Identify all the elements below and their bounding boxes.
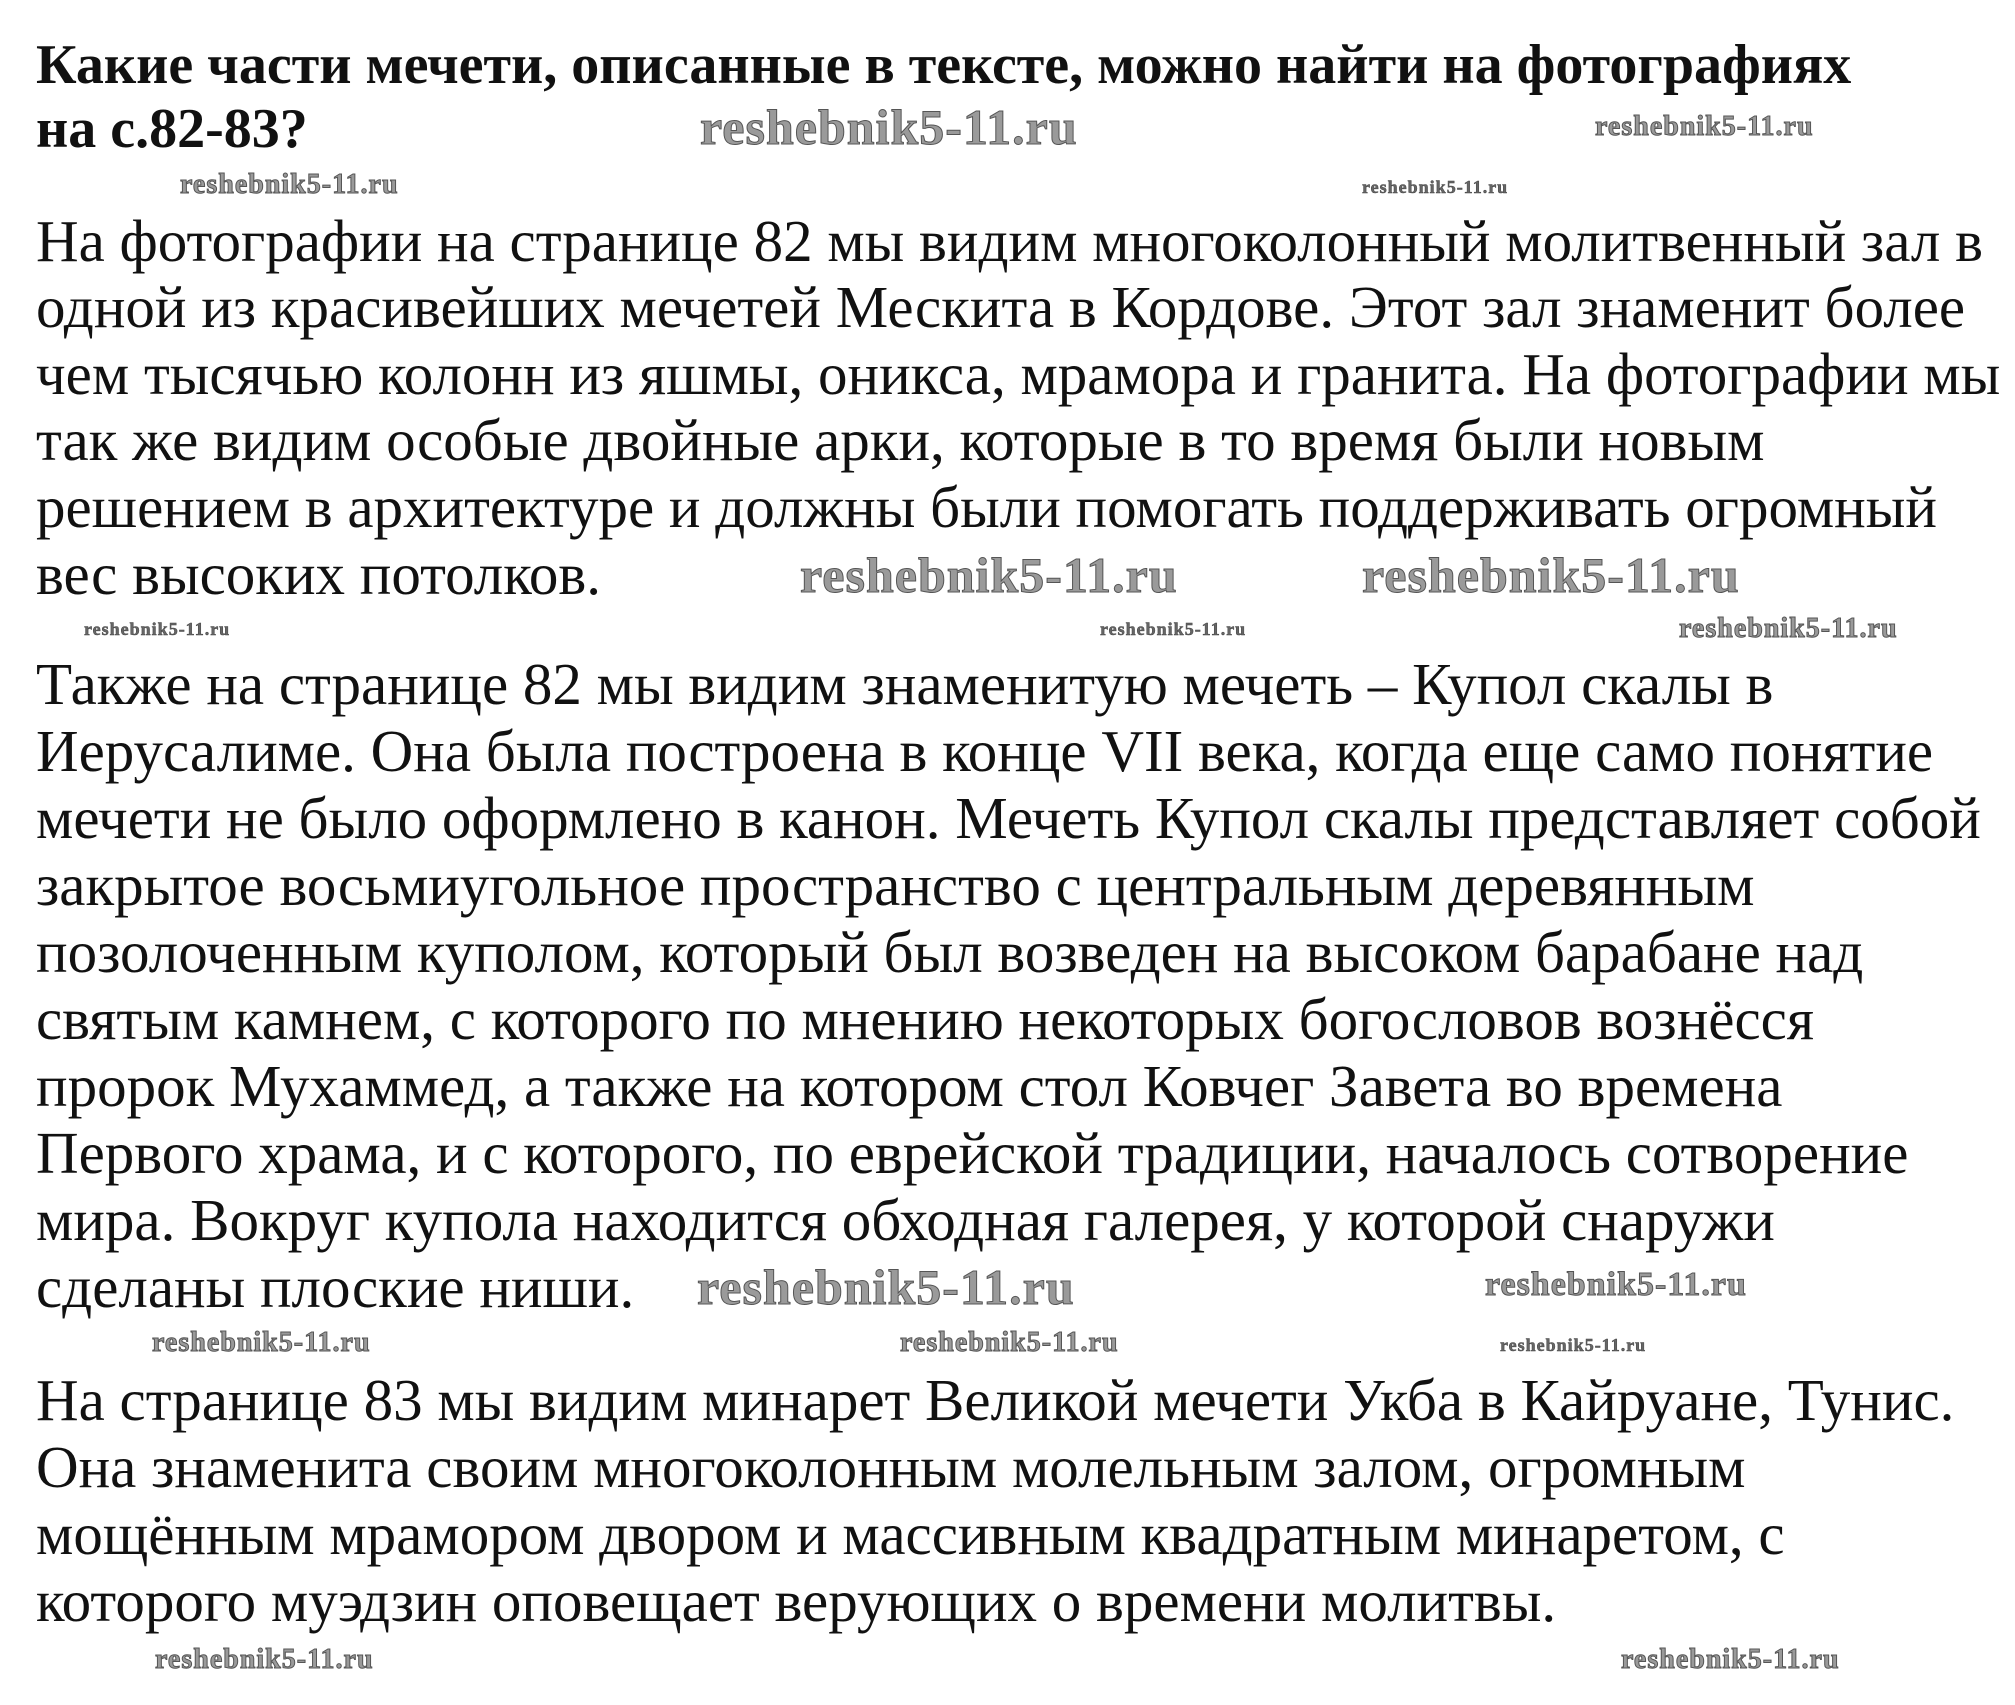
watermark: reshebnik5-11.ru bbox=[900, 1327, 1119, 1358]
paragraph-1-line: вес высоких потолков. bbox=[36, 541, 602, 607]
watermark: reshebnik5-11.ru bbox=[1362, 547, 1740, 603]
paragraph-2-line: позолоченным куполом, который был возведен на высоком барабане над bbox=[36, 919, 1864, 985]
paragraph-2-line: Также на странице 82 мы видим знаменитую мечеть – Купол скалы в bbox=[36, 651, 1774, 717]
watermark: reshebnik5-11.ru bbox=[152, 1327, 371, 1358]
paragraph-2-line: Первого храма, и с которого, по еврейской традиции, началось сотворение bbox=[36, 1120, 1909, 1186]
paragraph-1-line: чем тысячью колонн из яшмы, оникса, мрамора и гранита. На фотографии мы bbox=[36, 341, 2001, 407]
watermark: reshebnik5-11.ru bbox=[1621, 1644, 1840, 1675]
question-title-line: Какие части мечети, описанные в тексте, можно найти на фотографиях bbox=[36, 34, 1852, 96]
watermark: reshebnik5-11.ru bbox=[700, 99, 1078, 155]
watermark: reshebnik5-11.ru bbox=[1679, 613, 1898, 644]
paragraph-2-line: мечети не было оформлено в канон. Мечеть Купол скалы представляет собой bbox=[36, 785, 1981, 851]
paragraph-1-line: так же видим особые двойные арки, которые в то время были новым bbox=[36, 407, 1765, 473]
paragraph-3-line: Она знаменита своим многоколонным молельным залом, огромным bbox=[36, 1434, 1746, 1500]
paragraph-2-line: святым камнем, с которого по мнению некоторых богословов вознёсся bbox=[36, 986, 1815, 1052]
watermark: reshebnik5-11.ru bbox=[697, 1259, 1075, 1315]
paragraph-2-line: закрытое восьмиугольное пространство с центральным деревянным bbox=[36, 852, 1755, 918]
watermark: reshebnik5-11.ru bbox=[84, 619, 231, 639]
watermark: reshebnik5-11.ru bbox=[1485, 1266, 1747, 1303]
paragraph-1-line: одной из красивейших мечетей Мескита в Кордове. Этот зал знаменит более bbox=[36, 274, 1966, 340]
watermark: reshebnik5-11.ru bbox=[1362, 177, 1509, 197]
paragraph-2-line: пророк Мухаммед, а также на котором стол Ковчег Завета во времена bbox=[36, 1053, 1783, 1119]
watermark: reshebnik5-11.ru bbox=[800, 547, 1178, 603]
watermark: reshebnik5-11.ru bbox=[1100, 619, 1247, 639]
question-title-line: на с.82-83? bbox=[36, 98, 308, 160]
watermark: reshebnik5-11.ru bbox=[180, 169, 399, 200]
paragraph-3-line: мощённым мрамором двором и массивным квадратным минаретом, с bbox=[36, 1501, 1785, 1567]
watermark: reshebnik5-11.ru bbox=[155, 1644, 374, 1675]
paragraph-1-line: На фотографии на странице 82 мы видим многоколонный молитвенный зал в bbox=[36, 208, 1983, 274]
paragraph-2-line: Иерусалиме. Она была построена в конце VII века, когда еще само понятие bbox=[36, 718, 1934, 784]
paragraph-3-line: На странице 83 мы видим минарет Великой мечети Укба в Кайруане, Тунис. bbox=[36, 1367, 1955, 1433]
watermark: reshebnik5-11.ru bbox=[1595, 111, 1814, 142]
paragraph-2-line: мира. Вокруг купола находится обходная галерея, у которой снаружи bbox=[36, 1187, 1775, 1253]
watermark: reshebnik5-11.ru bbox=[1500, 1335, 1647, 1355]
paragraph-1-line: решением в архитектуре и должны были помогать поддерживать огромный bbox=[36, 474, 1937, 540]
paragraph-3-line: которого муэдзин оповещает верующих о времени молитвы. bbox=[36, 1568, 1557, 1634]
paragraph-2-line: сделаны плоские ниши. bbox=[36, 1254, 635, 1320]
